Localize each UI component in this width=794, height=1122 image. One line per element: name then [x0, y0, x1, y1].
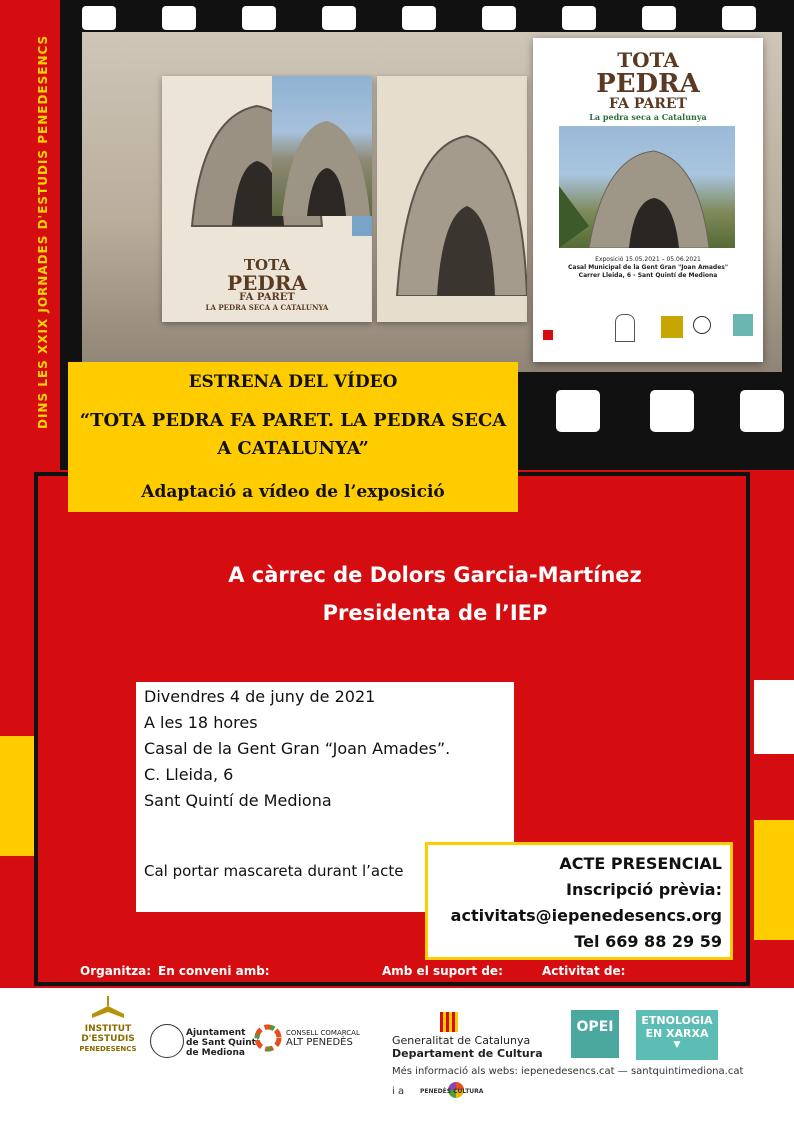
panel-title-2: PEDRA: [227, 271, 307, 295]
film-hole: [402, 6, 436, 30]
title-subheading: Adaptació a vídeo de l’exposició: [141, 482, 445, 502]
web-info: Més informació als webs: iepenedesencs.cat — santquintimediona.cat: [392, 1066, 744, 1077]
iep-logo-line1: INSTITUT: [84, 1024, 132, 1034]
poster-title-2: PEDRA: [596, 69, 700, 99]
ajuntament-mini-logo: [693, 316, 711, 334]
film-hole: [722, 6, 756, 30]
event-town: Sant Quintí de Mediona: [144, 791, 332, 810]
film-hole: [556, 390, 600, 432]
penedes-cultura-logo: PENEDÈS CULTURA: [420, 1088, 484, 1095]
event-mode: ACTE PRESENCIAL: [559, 854, 722, 873]
consell-line1: CONSELL COMARCAL: [286, 1029, 360, 1037]
contact-email[interactable]: activitats@iepenedesencs.org: [450, 906, 722, 925]
film-hole: [242, 6, 276, 30]
title-box: [68, 362, 518, 512]
activitat-label: Activitat de:: [542, 964, 626, 978]
vertical-banner: DINS LES XXIX JORNADES D'ESTUDIS PENEDESENCS: [36, 34, 50, 430]
hut-photo: [272, 76, 372, 216]
conveni-label: En conveni amb:: [158, 964, 270, 978]
iep-logo-line2: D'ESTUDIS: [81, 1034, 135, 1044]
poster-photo: [559, 126, 735, 248]
poster-subtitle: La pedra seca a Catalunya: [589, 112, 707, 122]
mask-note: Cal portar mascareta durant l’acte: [144, 862, 404, 880]
ajuntament-line3: de Mediona: [186, 1048, 245, 1058]
video-title: “TOTA PEDRA FA PARET. LA PEDRA SECA A CATALUNYA”: [79, 410, 507, 459]
presenter-role: Presidenta de l’IEP: [322, 601, 548, 625]
film-hole: [650, 390, 694, 432]
etnologia-logo: [636, 1010, 718, 1060]
poster-logos: [543, 300, 753, 352]
title-heading: ESTRENA DEL VÍDEO: [188, 372, 398, 392]
etnologia-mini-logo: [733, 314, 753, 336]
poster-address: Carrer Lleida, 6 - Sant Quintí de Mediona: [578, 272, 718, 279]
panel-title-3: FA PARET: [239, 292, 295, 303]
poster-dates: Exposició 15.05.2021 – 05.06.2021: [595, 256, 701, 263]
exhibition-poster: [533, 38, 763, 362]
film-hole: [82, 6, 116, 30]
generalitat-line1: Generalitat de Catalunya: [392, 1034, 531, 1047]
film-hole: [482, 6, 516, 30]
ajuntament-logo: [186, 1028, 259, 1058]
generalitat-logo: [392, 1034, 543, 1060]
film-hole: [740, 390, 784, 432]
dry-stone-hut-drawing: [377, 96, 527, 296]
generalitat-mini-logo: [543, 330, 553, 340]
organitza-label: Organitza:: [80, 964, 152, 978]
yellow-side-band: [754, 820, 794, 940]
poster-title-3: FA PARET: [609, 96, 687, 112]
film-hole: [562, 6, 596, 30]
etnologia-line2: EN XARXA: [645, 1027, 709, 1040]
contact-phone: Tel 669 88 29 59: [574, 932, 722, 951]
film-hole: [162, 6, 196, 30]
iep-logo: [78, 994, 138, 1062]
generalitat-line2: Departament de Cultura: [392, 1047, 543, 1060]
presenter-block: [140, 556, 730, 632]
exhibit-panel-middle: [377, 76, 527, 322]
etnologia-line1: ETNOLOGIA: [641, 1014, 713, 1027]
registration-label: Inscripció prèvia:: [565, 880, 722, 899]
ajuntament-line1: Ajuntament: [186, 1028, 246, 1038]
web-info-2: i a: [392, 1086, 405, 1097]
iep-mini-logo: [661, 316, 683, 338]
film-hole: [642, 6, 676, 30]
consell-comarcal-logo: [286, 1028, 360, 1048]
film-hole: [322, 6, 356, 30]
panel-title-1: TOTA: [243, 256, 291, 274]
event-venue: Casal de la Gent Gran “Joan Amades”.: [144, 739, 451, 758]
white-side-band: [754, 680, 794, 754]
ajuntament-line2: de Sant Quintí: [186, 1038, 260, 1048]
panel-subtitle: LA PEDRA SECA A CATALUNYA: [205, 303, 329, 312]
opei-text: OPEI: [576, 1019, 614, 1035]
contact-box: [425, 842, 733, 960]
poster-title-1: TOTA: [617, 48, 679, 72]
yellow-side-band: [0, 736, 34, 856]
poster-venue: Casal Municipal de la Gent Gran "Joan Amades": [568, 264, 728, 271]
suport-label: Amb el suport de:: [382, 964, 503, 978]
consell-comarcal-icon: [254, 1024, 282, 1052]
event-date: Divendres 4 de juny de 2021: [144, 687, 376, 706]
event-street: C. Lleida, 6: [144, 765, 234, 784]
consell-line2: ALT PENEDÈS: [286, 1037, 353, 1048]
iep-logo-line3: PENEDESENCS: [79, 1045, 137, 1053]
arch-mini-logo: [615, 314, 635, 342]
ajuntament-seal-icon: [150, 1024, 184, 1058]
event-time: A les 18 hores: [144, 713, 258, 732]
generalitat-flag-icon: [440, 1012, 458, 1032]
chevron-down-icon: ▼: [673, 1040, 681, 1050]
book-icon: [88, 994, 128, 1020]
presenter-name: A càrrec de Dolors Garcia-Martínez: [228, 563, 642, 587]
opei-logo: [571, 1010, 619, 1058]
